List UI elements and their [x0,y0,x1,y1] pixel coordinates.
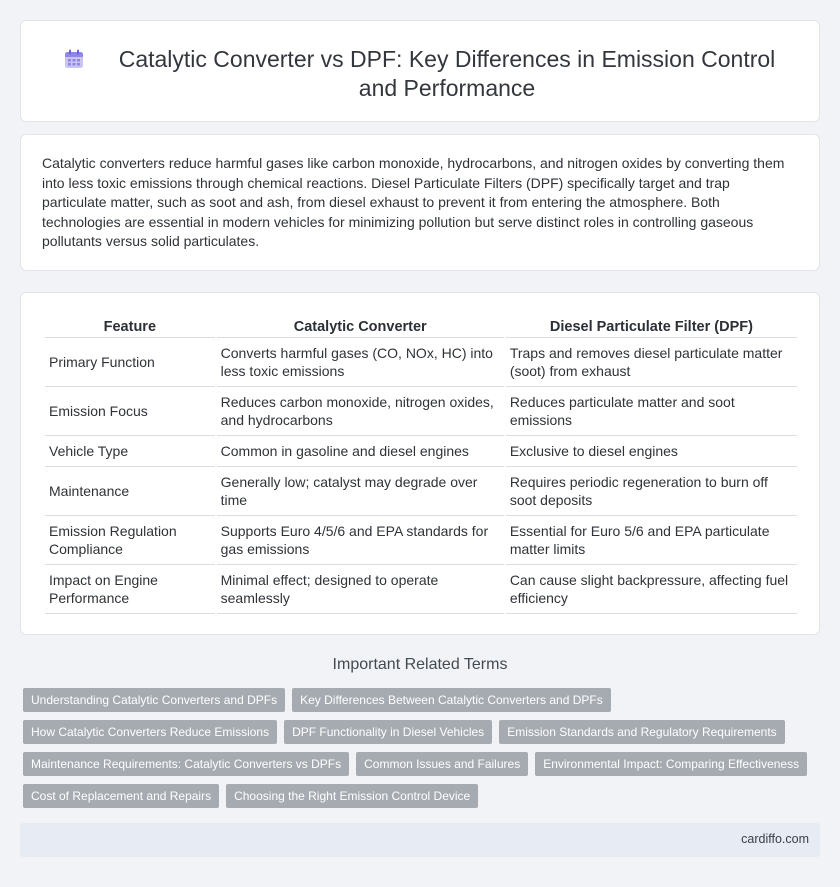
row-feature: Primary Function [45,338,215,387]
comparison-card [20,292,820,635]
related-term-link[interactable]: Emission Standards and Regulatory Requirements [499,720,784,744]
table-row [45,338,797,387]
row-feature: Emission Focus [45,387,215,436]
row-catalytic: Common in gasoline and diesel engines [217,436,504,467]
row-catalytic: Minimal effect; designed to operate seamlessly [217,565,504,614]
calendar-icon [63,48,85,70]
row-feature: Maintenance [45,467,215,516]
table-row [45,436,797,467]
table-row [45,516,797,565]
page-title: Catalytic Converter vs DPF: Key Differences in Emission Control and Performance [118,46,776,101]
header-catalytic-converter: Catalytic Converter [217,316,504,338]
related-terms-list [23,688,813,808]
table-header-row [45,316,797,338]
row-feature: Impact on Engine Performance [45,565,215,614]
related-term-link[interactable]: Environmental Impact: Comparing Effectiveness [535,752,807,776]
row-dpf: Reduces particulate matter and soot emissions [506,387,797,436]
header-feature: Feature [45,316,215,338]
related-term-link[interactable]: DPF Functionality in Diesel Vehicles [284,720,492,744]
related-term-link[interactable]: Common Issues and Failures [356,752,528,776]
row-dpf: Traps and removes diesel particulate matter (soot) from exhaust [506,338,797,387]
row-dpf: Essential for Euro 5/6 and EPA particulate matter limits [506,516,797,565]
row-feature: Emission Regulation Compliance [45,516,215,565]
row-catalytic: Reduces carbon monoxide, nitrogen oxides, and hydrocarbons [217,387,504,436]
header-dpf: Diesel Particulate Filter (DPF) [506,316,797,338]
table-row [45,467,797,516]
title-card [20,20,820,122]
intro-paragraph: Catalytic converters reduce harmful gases like carbon monoxide, hydrocarbons, and nitrogen oxides by converting them into less toxic emissions through chemical reactions. Diesel Particulate Filters (DPF) specifically target and trap particulate matter, such as soot and ash, from diesel exhaust to prevent it from entering the atmosphere. Both technologies are essential in modern vehicles for minimizing pollution but serve distinct roles in controlling gaseous pollutants versus solid particulates. [42,155,785,250]
footer [20,823,820,857]
related-term-link[interactable]: Cost of Replacement and Repairs [23,784,219,808]
row-dpf: Exclusive to diesel engines [506,436,797,467]
row-catalytic: Generally low; catalyst may degrade over time [217,467,504,516]
row-dpf: Requires periodic regeneration to burn off soot deposits [506,467,797,516]
table-row [45,565,797,614]
related-term-link[interactable]: Choosing the Right Emission Control Device [226,784,478,808]
related-term-link[interactable]: Key Differences Between Catalytic Converters and DPFs [292,688,611,712]
comparison-table [43,316,799,614]
table-row [45,387,797,436]
related-term-link[interactable]: Understanding Catalytic Converters and DPFs [23,688,285,712]
row-catalytic: Supports Euro 4/5/6 and EPA standards for gas emissions [217,516,504,565]
related-term-link[interactable]: Maintenance Requirements: Catalytic Converters vs DPFs [23,752,349,776]
row-catalytic: Converts harmful gases (CO, NOx, HC) into less toxic emissions [217,338,504,387]
intro-card [20,134,820,271]
footer-site-link[interactable]: cardiffo.com [741,832,809,846]
row-dpf: Can cause slight backpressure, affecting fuel efficiency [506,565,797,614]
related-term-link[interactable]: How Catalytic Converters Reduce Emissions [23,720,277,744]
related-terms-title: Important Related Terms [332,656,508,673]
row-feature: Vehicle Type [45,436,215,467]
